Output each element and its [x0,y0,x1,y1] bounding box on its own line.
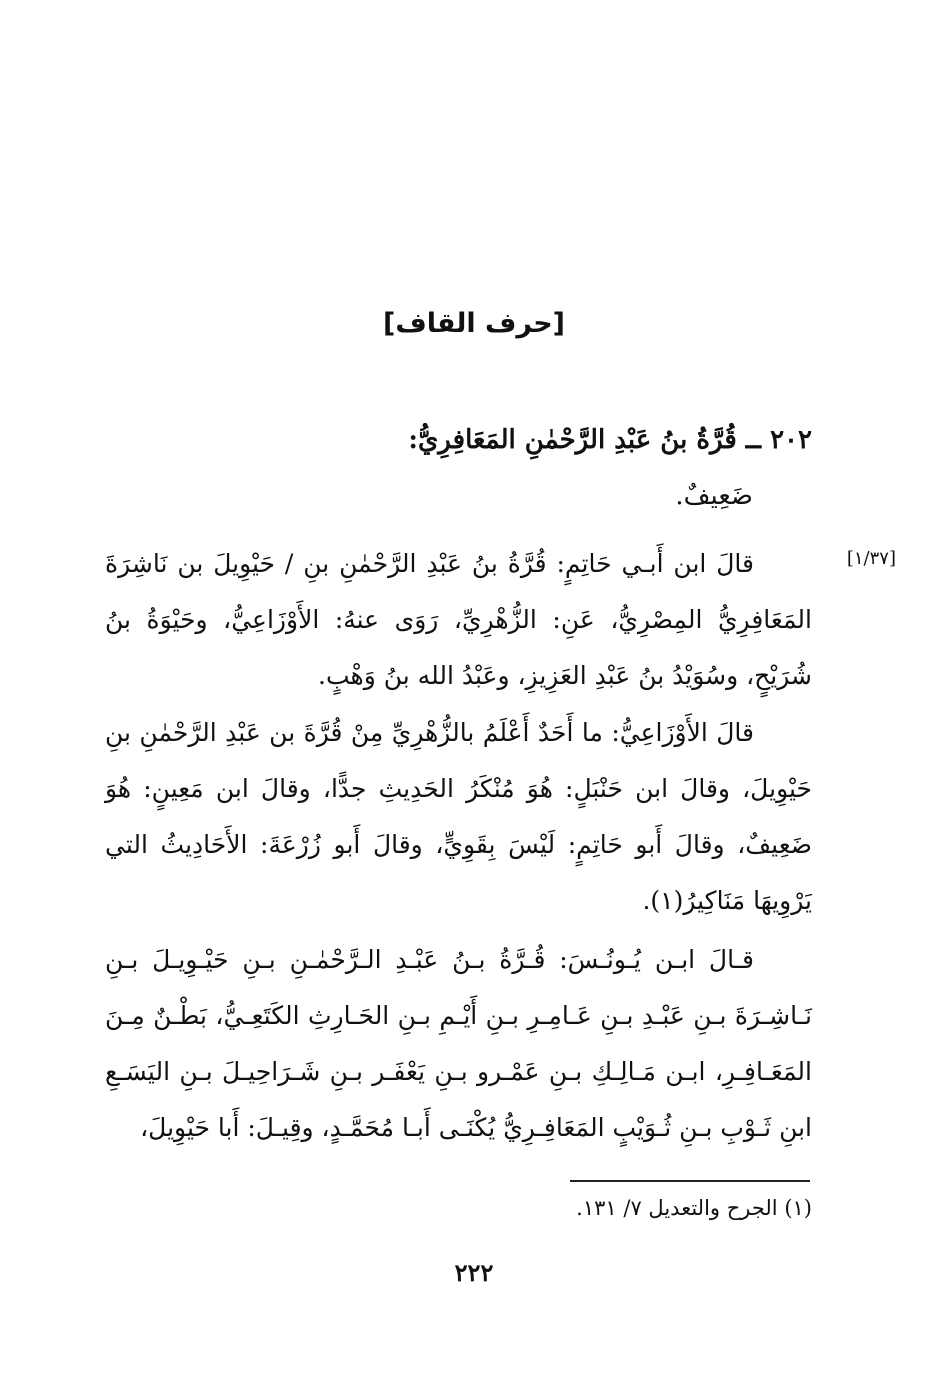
margin-reference: [١/٣٧] [846,548,896,569]
paragraph-ibn-abi-hatim [105,536,812,704]
paragraph-awzai [105,705,812,929]
page-number: ٢٢٢ [454,1258,494,1287]
chapter-title: [حرف القاف] [382,308,566,339]
footnote: (١) الجرح والتعديل ٧/ ١٣١. [576,1196,812,1220]
paragraph-text: قالَ الأَوْزَاعِيُّ: ما أَحَدٌ أَعْلَمُ بالزُّهْرِيِّ مِنْ قُرَّةَ بن عَبْدِ الرَّحْمٰنِ بنِ حَيْوِيلَ، وقالَ ابن حَنْبَلٍ: هُوَ مُنْكَرُ الحَدِيثِ جدًّا، وقالَ ابن مَعِينٍ: هُوَ ضَعِيفٌ، وقالَ أَبو حَاتِمٍ: لَيْسَ بِقَوِيٍّ، وقالَ أَبو زُرْعَةَ: الأَحَادِيثُ التي يَرْوِيهَا مَنَاكِيرُ(١). [105,718,812,915]
entry-verdict: ضَعِيفٌ. [675,481,753,511]
footnote-divider [570,1180,810,1182]
paragraph-text: قالَ ابن أَبـي حَاتِمٍ: قُرَّةُ بنُ عَبْدِ الرَّحْمٰنِ بنِ / حَيْوِيلَ بن نَاشِرَةَ المَعَافِرِيُّ المِصْرِيُّ، عَنِ: الزُّهْرِيِّ، رَوَى عنهُ: الأَوْزَاعِيُّ، وحَيْوَةُ بنُ شُرَيْحٍ، وسُوَيْدُ بنُ عَبْدِ العَزِيزِ، وعَبْدُ الله بنُ وَهْبٍ. [105,549,812,690]
paragraph-ibn-yunus [105,932,812,1156]
entry-heading: ٢٠٢ ــ قُرَّةُ بنُ عَبْدِ الرَّحْمٰنِ المَعَافِرِيُّ: [408,425,812,455]
paragraph-text: قـالَ ابـن يُـونُـسَ: قُـرَّةُ بـنُ عَبْـدِ الـرَّحْمٰـنِ بـنِ حَيْـوِيـلَ بـنِ نَـاشِـرَةَ بـنِ عَبْـدِ بـنِ عَـامِـرِ بـنِ أَيْـمِ بـنِ الحَـارِثِ الكَتَعِـيُّ، بَطْـنٌ مِـنَ المَعَـافِـرِ، ابـن مَـالِـكِ بـنِ عَمْـرو بـنِ يَعْفَـر بـنِ شَـرَاحِيـلَ بـنِ اليَسَـعِ ابنِ ثَـوْبِ بـنِ ثُـوَيْبٍ المَعَافِـرِيُّ يُكْنَـى أَبـا مُحَمَّـدٍ، وقِيـلَ: أَبا حَيْوِيلَ، [105,945,812,1142]
